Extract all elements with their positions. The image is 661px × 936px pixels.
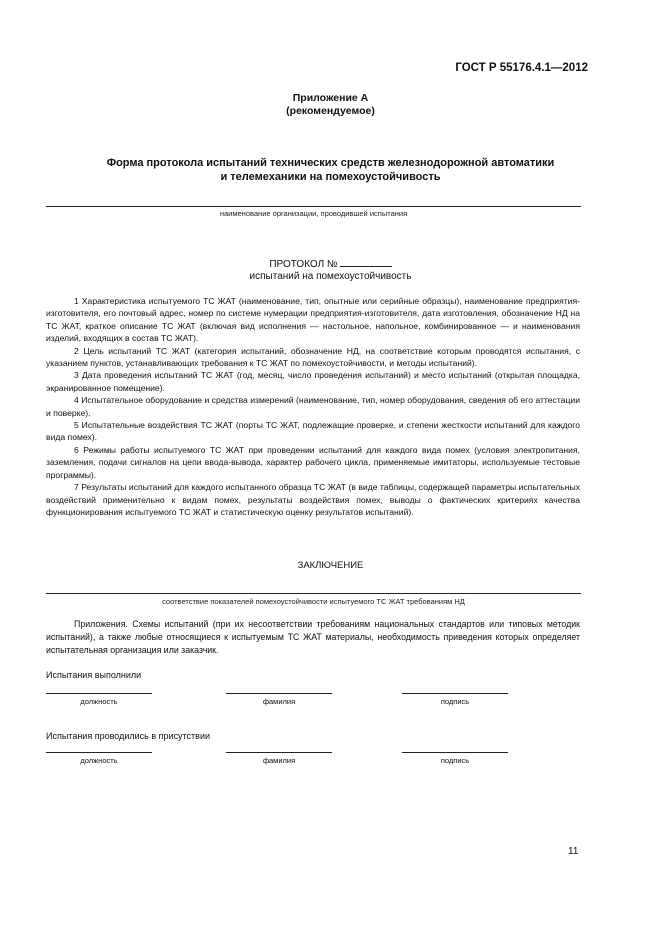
protocol-item: 2 Цель испытаний ТС ЖАТ (категория испытаний, обозначение НД, на соответствие которым проводятся испытания, с указанием пунктов, устанавливающих требования к ТС ЖАТ по помехоустойчивости, и методы испытаний). [46,345,580,369]
appendix-status: (рекомендуемое) [286,105,375,117]
protocol-item: 3 Дата проведения испытаний ТС ЖАТ (год, месяц, число проведения испытаний) и место испытаний (открытая площадка, экранированное помещение). [46,370,580,393]
signature-label: подпись [440,697,470,706]
position-label: должность [80,697,118,706]
position-label: должность [80,756,118,765]
position-line [46,752,152,753]
surname-line [226,752,332,753]
protocol-items [46,295,580,518]
page-number: 11 [568,846,579,857]
protocol-title [0,257,661,271]
signature-label: подпись [440,756,470,765]
standard-code: ГОСТ Р 55176.4.1—2012 [455,62,588,74]
surname-line [226,693,332,694]
conclusion-field-line [46,593,581,594]
protocol-item: 4 Испытательное оборудование и средства измерений (наименование, тип, номер оборудования, сведения об его аттестации и поверке). [46,395,580,418]
conclusion-caption: соответствие показателей помехоустойчивости испытуемого ТС ЖАТ требованиям НД [162,597,465,606]
surname-label: фамилия [262,697,296,706]
appendix-heading [0,92,661,118]
in-presence-heading: Испытания проводились в присутствии [46,731,210,741]
organization-field-line [46,206,581,207]
appendix-title: Приложение А [292,92,369,104]
performed-by-heading: Испытания выполнили [46,670,142,680]
protocol-subtitle: испытаний на помехоустойчивость [249,271,412,282]
protocol-heading [0,257,661,283]
surname-label: фамилия [262,756,296,765]
protocol-item: 1 Характеристика испытуемого ТС ЖАТ (наименование, тип, опытные или серийные образцы), наименование предприятия-изготовителя, его почтовый адрес, номер по системе нумерации предприятия-изготовителя, дата изготовления, обозначение НД на ТС ЖАТ, краткое описание ТС ЖАТ (включая вид исполнения — настольное, напольное, комбинированное — и наименования изделий, входящих в состав ТС ЖАТ). [46,296,580,344]
protocol-item: 7 Результаты испытаний для каждого испытанного образца ТС ЖАТ (в виде таблицы, содержащей параметры испытательных воздействий применительно к видам помех, результаты воздействия помех, выводы о фактических критериях качества функционирования испытуемого ТС ЖАТ и статистическую оценку результатов испытаний). [46,482,580,517]
form-title [60,157,601,184]
conclusion-title: ЗАКЛЮЧЕНИЕ [297,560,364,571]
organization-caption: наименование организации, проводившей испытания [219,209,408,218]
appendices-paragraph: Приложения. Схемы испытаний (при их несоответствии требованиям национальных стандартов или типовых методик испытаний), а также любые относящиеся к испытуемым ТС ЖАТ материалы, необходимость приведения которых определяет испытательная организация или заказчик. [46,619,580,655]
form-title-line-2: и телемеханики на помехоустойчивость [220,170,441,183]
protocol-item: 5 Испытательные воздействия ТС ЖАТ (порты ТС ЖАТ, подлежащие проверке, и степени жесткости испытаний для каждого вида помех). [46,420,580,443]
protocol-number-blank [340,257,392,267]
signature-line [402,693,508,694]
position-line [46,693,152,694]
form-title-line-1: Форма протокола испытаний технических средств железнодорожной автоматики [106,157,555,169]
signature-line [402,752,508,753]
protocol-item: 6 Режимы работы испытуемого ТС ЖАТ при проведении испытаний для каждого вида помех (условия электропитания, заземления, подачи сигналов на цепи ввода-вывода, характер рабочего цикла, применяемые имитаторы, используемые тестовые программы). [46,444,580,480]
protocol-title-text: ПРОТОКОЛ № [269,259,338,270]
